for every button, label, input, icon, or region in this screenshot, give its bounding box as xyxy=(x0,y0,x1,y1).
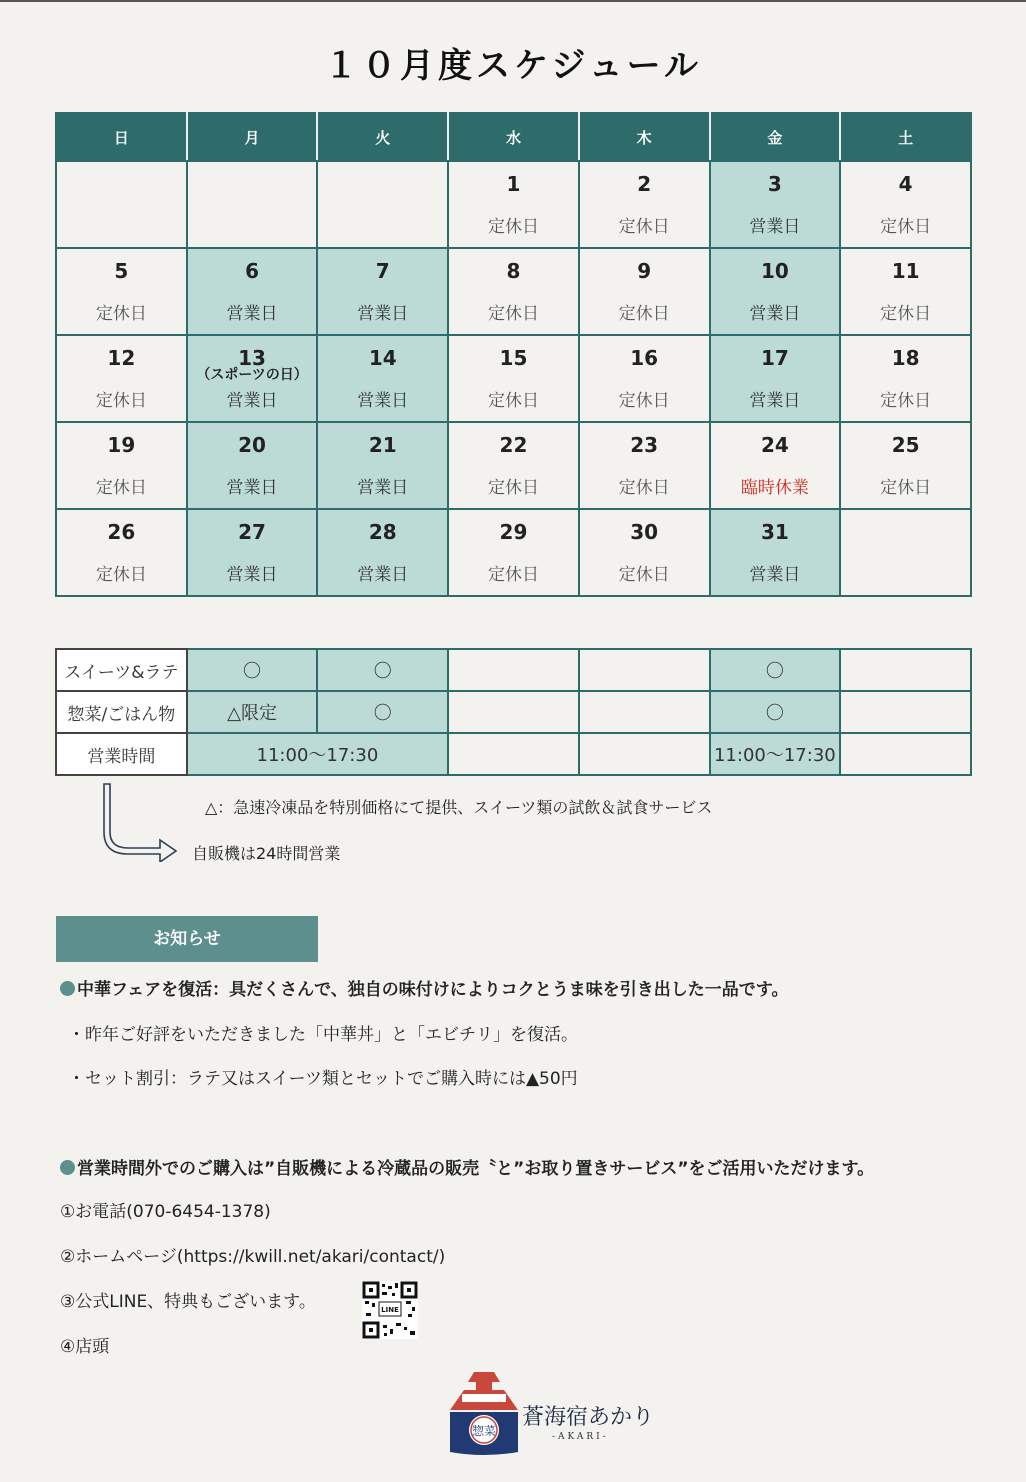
calendar-day xyxy=(840,422,971,509)
day-number: 2 xyxy=(637,172,652,196)
limited-note: △：急速冷凍品を特別価格にて提供、スイーツ類の試飲＆試食サービス xyxy=(205,798,713,817)
calendar-day xyxy=(448,509,579,596)
service-empty xyxy=(840,649,971,691)
day-number: 12 xyxy=(107,346,136,370)
weekday-mon: 月 xyxy=(187,113,318,161)
day-status: 定休日 xyxy=(95,391,147,411)
day-status: 定休日 xyxy=(618,304,670,324)
calendar-day xyxy=(710,161,841,248)
service-empty xyxy=(448,733,579,775)
calendar-day xyxy=(579,248,710,335)
day-number: 23 xyxy=(630,433,659,457)
day-status: 営業日 xyxy=(226,304,278,324)
day-number: 27 xyxy=(238,520,266,544)
service-mark: 〇 xyxy=(317,649,448,691)
calendar-day xyxy=(710,422,841,509)
day-number: 29 xyxy=(499,520,528,544)
calendar xyxy=(55,112,972,597)
day-number: 13 xyxy=(238,346,266,370)
calendar-day xyxy=(56,335,187,422)
day-number: 15 xyxy=(499,346,528,370)
calendar-week xyxy=(56,509,971,596)
contact-phone: ①お電話(070-6454-1378) xyxy=(60,1202,271,1222)
day-status: 営業日 xyxy=(749,565,801,585)
service-row-hours xyxy=(56,733,971,775)
holiday-note: （スポーツの日） xyxy=(196,367,308,383)
weekday-header xyxy=(56,113,971,161)
service-row-deli xyxy=(56,691,971,733)
day-status: 定休日 xyxy=(487,391,539,411)
day-status: 営業日 xyxy=(357,565,409,585)
calendar-day xyxy=(56,248,187,335)
calendar-day xyxy=(840,161,971,248)
calendar-day xyxy=(840,335,971,422)
calendar-day xyxy=(187,335,318,422)
day-status: 定休日 xyxy=(618,391,670,411)
day-status: 営業日 xyxy=(357,391,409,411)
bullet-dot-icon xyxy=(60,981,75,996)
calendar-day xyxy=(187,509,318,596)
day-status: 定休日 xyxy=(487,304,539,324)
page-title: １０月度スケジュール xyxy=(324,46,702,86)
service-empty xyxy=(840,733,971,775)
day-status-closed: 臨時休業 xyxy=(740,478,809,498)
calendar-day xyxy=(187,422,318,509)
day-status: 営業日 xyxy=(226,565,278,585)
calendar-day xyxy=(710,509,841,596)
service-empty xyxy=(448,691,579,733)
service-mark: 〇 xyxy=(710,691,841,733)
day-status: 定休日 xyxy=(618,478,670,498)
bullet-dot-icon xyxy=(60,1160,75,1175)
calendar-day xyxy=(579,509,710,596)
service-mark: 〇 xyxy=(317,691,448,733)
service-empty xyxy=(579,691,710,733)
day-number: 9 xyxy=(637,259,652,283)
weekday-thu: 木 xyxy=(579,113,710,161)
day-number: 28 xyxy=(368,520,397,544)
day-status: 営業日 xyxy=(357,478,409,498)
day-status: 営業日 xyxy=(226,478,278,498)
day-number: 24 xyxy=(760,433,789,457)
weekday-sun: 日 xyxy=(56,113,187,161)
day-number: 1 xyxy=(506,172,521,196)
day-number: 19 xyxy=(107,433,136,457)
service-label: スイーツ&ラテ xyxy=(56,649,187,691)
day-status: 営業日 xyxy=(749,217,801,237)
day-status: 定休日 xyxy=(880,304,932,324)
service-mark: △限定 xyxy=(187,691,318,733)
calendar-day xyxy=(448,422,579,509)
day-number: 4 xyxy=(898,172,913,196)
day-status: 営業日 xyxy=(749,391,801,411)
calendar-day xyxy=(710,248,841,335)
service-label: 営業時間 xyxy=(56,733,187,775)
service-row-sweets xyxy=(56,649,971,691)
calendar-week xyxy=(56,161,971,248)
weekday-wed: 水 xyxy=(448,113,579,161)
calendar-day xyxy=(56,509,187,596)
calendar-day xyxy=(840,248,971,335)
day-status: 定休日 xyxy=(880,391,932,411)
day-status: 営業日 xyxy=(226,391,278,411)
calendar-day xyxy=(448,161,579,248)
day-number: 5 xyxy=(114,259,129,283)
day-number: 26 xyxy=(107,520,136,544)
day-number: 17 xyxy=(760,346,789,370)
calendar-week xyxy=(56,422,971,509)
business-hours: 11:00〜17:30 xyxy=(187,733,448,775)
news-item xyxy=(60,1154,874,1179)
calendar-day xyxy=(579,161,710,248)
day-status: 営業日 xyxy=(749,304,801,324)
service-empty xyxy=(579,649,710,691)
news-item xyxy=(60,975,788,1000)
day-number: 20 xyxy=(238,433,266,457)
day-status: 定休日 xyxy=(487,565,539,585)
day-number: 22 xyxy=(499,433,528,457)
day-number: 7 xyxy=(375,259,390,283)
line-qr-code[interactable] xyxy=(362,1281,418,1339)
day-status: 定休日 xyxy=(880,217,932,237)
day-status: 定休日 xyxy=(95,478,147,498)
calendar-day-empty xyxy=(56,161,187,248)
day-number: 3 xyxy=(767,172,782,196)
service-table xyxy=(55,648,972,776)
top-border xyxy=(0,0,1026,2)
news-item-title: 中華フェアを復活：具だくさんで、独自の味付けによりコクとうま味を引き出した一品です。 xyxy=(77,980,789,1000)
day-number: 16 xyxy=(630,346,659,370)
calendar-week xyxy=(56,248,971,335)
brand-subtitle: -AKARI- xyxy=(552,1432,609,1442)
service-mark: 〇 xyxy=(710,649,841,691)
calendar-day xyxy=(448,335,579,422)
calendar-day xyxy=(317,422,448,509)
calendar-day-empty xyxy=(187,161,318,248)
day-status: 定休日 xyxy=(618,565,670,585)
akari-logo xyxy=(446,1368,522,1456)
calendar-day xyxy=(56,422,187,509)
calendar-day xyxy=(710,335,841,422)
day-status: 定休日 xyxy=(95,565,147,585)
contact-homepage: ②ホームページ(https://kwill.net/akari/contact/) xyxy=(60,1247,446,1267)
service-label: 惣菜/ごはん物 xyxy=(56,691,187,733)
calendar-day-empty xyxy=(317,161,448,248)
day-number: 25 xyxy=(891,433,920,457)
day-number: 21 xyxy=(368,433,397,457)
calendar-day-empty xyxy=(840,509,971,596)
calendar-day xyxy=(579,422,710,509)
day-status: 定休日 xyxy=(95,304,147,324)
calendar-day xyxy=(317,509,448,596)
day-number: 30 xyxy=(630,520,659,544)
day-number: 8 xyxy=(506,259,521,283)
service-empty xyxy=(448,649,579,691)
service-empty xyxy=(579,733,710,775)
business-hours: 11:00〜17:30 xyxy=(710,733,841,775)
bent-arrow-icon xyxy=(100,782,180,862)
day-status: 定休日 xyxy=(487,217,539,237)
weekday-sat: 土 xyxy=(840,113,971,161)
news-item-title: 営業時間外でのご購入は”自販機による冷蔵品の販売〝と”お取り置きサービス”をご活用いただけます。 xyxy=(77,1159,875,1179)
day-number: 14 xyxy=(368,346,397,370)
calendar-day xyxy=(317,335,448,422)
calendar-day xyxy=(448,248,579,335)
day-number: 18 xyxy=(891,346,920,370)
day-status: 営業日 xyxy=(357,304,409,324)
day-status: 定休日 xyxy=(487,478,539,498)
news-subitem: ・昨年ご好評をいただきました「中華丼」と「エビチリ」を復活。 xyxy=(68,1025,578,1045)
day-status: 定休日 xyxy=(880,478,932,498)
day-number: 10 xyxy=(760,259,789,283)
calendar-day xyxy=(317,248,448,335)
news-subitem: ・セット割引：ラテ又はスイーツ類とセットでご購入時には▲50円 xyxy=(68,1069,578,1089)
weekday-tue: 火 xyxy=(317,113,448,161)
contact-line: ③公式LINE、特典もございます。 xyxy=(60,1292,316,1312)
weekday-fri: 金 xyxy=(710,113,841,161)
calendar-week xyxy=(56,335,971,422)
service-empty xyxy=(840,691,971,733)
contact-store: ④店頭 xyxy=(60,1337,110,1357)
vending-note: 自販機は24時間営業 xyxy=(192,844,341,863)
brand-name: 蒼海宿あかり xyxy=(522,1405,655,1430)
calendar-day xyxy=(187,248,318,335)
day-number: 6 xyxy=(245,259,260,283)
news-header: お知らせ xyxy=(56,916,318,962)
qr-label: LINE xyxy=(381,1306,399,1314)
calendar-day xyxy=(579,335,710,422)
day-number: 31 xyxy=(760,520,789,544)
service-mark: 〇 xyxy=(187,649,318,691)
logo-badge: 惣菜 xyxy=(471,1424,497,1438)
day-number: 11 xyxy=(891,259,920,283)
day-status: 定休日 xyxy=(618,217,670,237)
